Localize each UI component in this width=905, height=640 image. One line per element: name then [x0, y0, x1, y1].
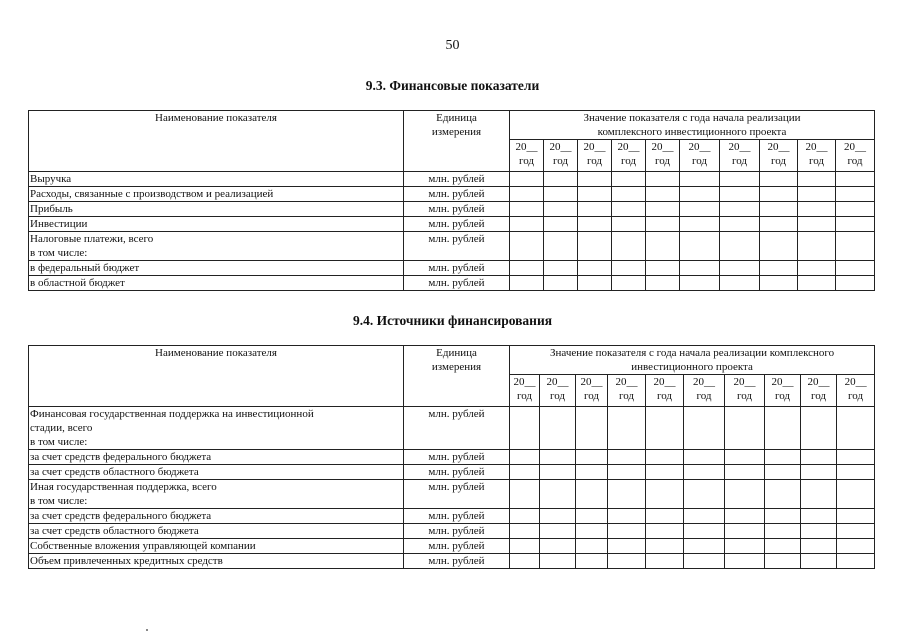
value-cell[interactable]	[720, 261, 760, 276]
value-cell[interactable]	[612, 202, 646, 217]
table-row	[29, 509, 875, 524]
value-cell[interactable]	[646, 465, 684, 480]
value-cell[interactable]	[837, 509, 875, 524]
indicator-name-text: в областной бюджет	[30, 277, 125, 289]
year-word: год	[583, 390, 600, 402]
unit-cell: млн. рублей	[404, 232, 510, 261]
year-label: 20__	[771, 376, 794, 388]
year-word: год	[654, 155, 671, 167]
value-cell[interactable]	[684, 407, 725, 450]
value-cell[interactable]	[765, 539, 801, 554]
table-row	[29, 480, 875, 509]
value-cell[interactable]	[837, 524, 875, 539]
value-cell[interactable]	[837, 465, 875, 480]
value-cell[interactable]	[837, 480, 875, 509]
value-cell[interactable]	[510, 276, 544, 291]
value-cell[interactable]	[765, 450, 801, 465]
value-cell[interactable]	[510, 539, 540, 554]
unit-cell: млн. рублей	[404, 450, 510, 465]
value-cell[interactable]	[646, 202, 680, 217]
value-cell[interactable]	[836, 276, 875, 291]
value-cell[interactable]	[801, 524, 837, 539]
value-cell[interactable]	[608, 450, 646, 465]
table-row	[29, 539, 875, 554]
indicator-name-text: за счет средств федерального бюджета	[30, 510, 212, 522]
header-values	[510, 346, 875, 375]
value-cell[interactable]	[801, 509, 837, 524]
year-column-header	[608, 375, 646, 407]
table-row	[29, 202, 875, 217]
year-word: год	[847, 155, 863, 167]
table-row	[29, 407, 875, 450]
unit-cell: млн. рублей	[404, 202, 510, 217]
indicator-name	[29, 202, 404, 217]
value-cell[interactable]	[612, 187, 646, 202]
value-cell[interactable]	[836, 261, 875, 276]
indicator-name-text: в том числе:	[30, 247, 88, 259]
year-column-header	[576, 375, 608, 407]
value-cell[interactable]	[608, 480, 646, 509]
header-values	[510, 111, 875, 140]
header-indicator-name: Наименование показателя	[29, 111, 404, 172]
value-cell[interactable]	[680, 261, 720, 276]
indicator-name-text: стадии, всего	[30, 422, 93, 434]
value-cell[interactable]	[725, 450, 765, 465]
year-label: 20__	[513, 376, 536, 388]
value-cell[interactable]	[836, 172, 875, 187]
value-cell[interactable]	[725, 407, 765, 450]
value-cell[interactable]	[836, 187, 875, 202]
value-cell[interactable]	[760, 172, 798, 187]
value-cell[interactable]	[680, 172, 720, 187]
year-label: 20__	[728, 141, 751, 153]
value-cell[interactable]	[540, 524, 576, 539]
value-cell[interactable]	[510, 232, 544, 261]
value-cell[interactable]	[576, 539, 608, 554]
table-row	[29, 217, 875, 232]
page-number: 50	[445, 38, 460, 53]
value-cell[interactable]	[544, 232, 578, 261]
section-title-funding-sources: 9.4. Источники финансирования	[352, 313, 553, 328]
indicator-name-text: Выручка	[30, 173, 72, 185]
value-cell[interactable]	[646, 480, 684, 509]
value-cell[interactable]	[760, 261, 798, 276]
year-label: 20__	[583, 141, 606, 153]
value-cell[interactable]	[578, 172, 612, 187]
unit-cell: млн. рублей	[404, 172, 510, 187]
value-cell[interactable]	[684, 539, 725, 554]
table-row	[29, 465, 875, 480]
year-column-header	[646, 375, 684, 407]
value-cell[interactable]	[801, 450, 837, 465]
value-cell[interactable]	[760, 202, 798, 217]
header-unit	[404, 346, 510, 407]
value-cell[interactable]	[725, 509, 765, 524]
value-cell[interactable]	[510, 202, 544, 217]
value-cell[interactable]	[510, 187, 544, 202]
value-cell[interactable]	[646, 187, 680, 202]
year-column-header	[510, 375, 540, 407]
value-cell[interactable]	[836, 232, 875, 261]
indicator-name-text: Инвестиции	[30, 218, 88, 230]
year-word: год	[731, 155, 748, 167]
year-label: 20__	[651, 141, 674, 153]
year-label: 20__	[549, 141, 572, 153]
indicator-name	[29, 187, 404, 202]
year-label: 20__	[580, 376, 603, 388]
year-word: год	[620, 155, 637, 167]
value-cell[interactable]	[544, 202, 578, 217]
value-cell[interactable]	[684, 465, 725, 480]
value-cell[interactable]	[837, 450, 875, 465]
value-cell[interactable]	[578, 261, 612, 276]
value-cell[interactable]	[725, 524, 765, 539]
unit-cell: млн. рублей	[404, 465, 510, 480]
year-column-header	[725, 375, 765, 407]
value-cell[interactable]	[540, 554, 576, 569]
year-label: 20__	[767, 141, 790, 153]
year-column-header	[760, 140, 798, 172]
value-cell[interactable]	[608, 407, 646, 450]
header-values-line2: инвестиционного проекта	[631, 361, 753, 373]
year-word: год	[518, 155, 535, 167]
value-cell[interactable]	[608, 465, 646, 480]
indicator-name-text: в федеральный бюджет	[30, 262, 140, 274]
value-cell[interactable]	[544, 261, 578, 276]
indicator-name	[29, 554, 404, 569]
value-cell[interactable]	[578, 202, 612, 217]
value-cell[interactable]	[798, 261, 836, 276]
value-cell[interactable]	[576, 524, 608, 539]
value-cell[interactable]	[760, 217, 798, 232]
value-cell[interactable]	[578, 276, 612, 291]
value-cell[interactable]	[720, 217, 760, 232]
scan-speck	[146, 629, 148, 631]
value-cell[interactable]	[765, 465, 801, 480]
value-cell[interactable]	[576, 465, 608, 480]
value-cell[interactable]	[765, 407, 801, 450]
value-cell[interactable]	[680, 202, 720, 217]
value-cell[interactable]	[720, 202, 760, 217]
year-word: год	[656, 390, 673, 402]
indicator-name-text: Финансовая государственная поддержка на инвестиционной	[30, 408, 314, 420]
value-cell[interactable]	[798, 172, 836, 187]
value-cell[interactable]	[578, 187, 612, 202]
year-label: 20__	[617, 141, 640, 153]
indicator-name	[29, 524, 404, 539]
year-column-header	[510, 140, 544, 172]
value-cell[interactable]	[612, 217, 646, 232]
value-cell[interactable]	[720, 187, 760, 202]
value-cell[interactable]	[646, 524, 684, 539]
year-word: год	[736, 390, 753, 402]
year-word: год	[691, 155, 708, 167]
year-label: 20__	[515, 141, 538, 153]
year-column-header	[646, 140, 680, 172]
year-column-header	[684, 375, 725, 407]
value-cell[interactable]	[837, 554, 875, 569]
indicator-name-text: в том числе:	[30, 495, 88, 507]
unit-cell: млн. рублей	[404, 539, 510, 554]
indicator-name	[29, 407, 404, 450]
unit-cell: млн. рублей	[404, 261, 510, 276]
unit-cell: млн. рублей	[404, 524, 510, 539]
value-cell[interactable]	[576, 450, 608, 465]
indicator-name	[29, 465, 404, 480]
value-cell[interactable]	[540, 450, 576, 465]
value-cell[interactable]	[540, 465, 576, 480]
value-cell[interactable]	[684, 524, 725, 539]
value-cell[interactable]	[576, 554, 608, 569]
year-label: 20__	[807, 376, 830, 388]
indicator-name-text: в том числе:	[30, 436, 88, 448]
value-cell[interactable]	[608, 509, 646, 524]
value-cell[interactable]	[578, 217, 612, 232]
year-column-header	[540, 375, 576, 407]
table-row	[29, 524, 875, 539]
value-cell[interactable]	[801, 554, 837, 569]
value-cell[interactable]	[837, 539, 875, 554]
value-cell[interactable]	[720, 232, 760, 261]
header-indicator-name: Наименование показателя	[29, 346, 404, 407]
value-cell[interactable]	[760, 232, 798, 261]
unit-cell: млн. рублей	[404, 554, 510, 569]
indicator-name-text: Налоговые платежи, всего	[30, 233, 154, 245]
value-cell[interactable]	[836, 217, 875, 232]
value-cell[interactable]	[765, 524, 801, 539]
table-row	[29, 172, 875, 187]
value-cell[interactable]	[510, 172, 544, 187]
year-column-header	[836, 140, 875, 172]
table-row	[29, 187, 875, 202]
year-label: 20__	[844, 141, 867, 153]
year-word: год	[808, 155, 825, 167]
value-cell[interactable]	[544, 217, 578, 232]
unit-cell: млн. рублей	[404, 187, 510, 202]
value-cell[interactable]	[612, 232, 646, 261]
year-label: 20__	[805, 141, 828, 153]
value-cell[interactable]	[612, 276, 646, 291]
indicator-name	[29, 232, 404, 261]
year-label: 20__	[615, 376, 638, 388]
table-row	[29, 261, 875, 276]
value-cell[interactable]	[576, 480, 608, 509]
value-cell[interactable]	[646, 450, 684, 465]
unit-cell: млн. рублей	[404, 217, 510, 232]
value-cell[interactable]	[510, 509, 540, 524]
year-word: год	[586, 155, 603, 167]
value-cell[interactable]	[680, 187, 720, 202]
value-cell[interactable]	[720, 172, 760, 187]
value-cell[interactable]	[646, 217, 680, 232]
value-cell[interactable]	[608, 554, 646, 569]
header-unit	[404, 111, 510, 172]
year-column-header	[801, 375, 837, 407]
value-cell[interactable]	[510, 554, 540, 569]
value-cell[interactable]	[646, 407, 684, 450]
value-cell[interactable]	[544, 187, 578, 202]
year-column-header	[798, 140, 836, 172]
indicator-name-text: за счет средств областного бюджета	[30, 466, 199, 478]
value-cell[interactable]	[798, 217, 836, 232]
funding-sources-table	[28, 345, 875, 569]
value-cell[interactable]	[612, 172, 646, 187]
year-column-header	[612, 140, 646, 172]
value-cell[interactable]	[837, 407, 875, 450]
value-cell[interactable]	[608, 524, 646, 539]
year-column-header	[765, 375, 801, 407]
value-cell[interactable]	[798, 232, 836, 261]
indicator-name-text: Иная государственная поддержка, всего	[30, 481, 217, 493]
indicator-name-text: Расходы, связанные с производством и реализацией	[30, 188, 274, 200]
value-cell[interactable]	[684, 509, 725, 524]
table-row	[29, 232, 875, 261]
value-cell[interactable]	[684, 480, 725, 509]
year-word: год	[810, 390, 827, 402]
value-cell[interactable]	[801, 465, 837, 480]
value-cell[interactable]	[765, 480, 801, 509]
value-cell[interactable]	[540, 539, 576, 554]
value-cell[interactable]	[725, 554, 765, 569]
value-cell[interactable]	[798, 276, 836, 291]
table-row	[29, 554, 875, 569]
value-cell[interactable]	[646, 276, 680, 291]
value-cell[interactable]	[725, 539, 765, 554]
value-cell[interactable]	[680, 232, 720, 261]
year-label: 20__	[733, 376, 756, 388]
value-cell[interactable]	[646, 172, 680, 187]
section-title-financial-indicators: 9.3. Финансовые показатели	[365, 78, 540, 93]
value-cell[interactable]	[801, 539, 837, 554]
value-cell[interactable]	[576, 407, 608, 450]
value-cell[interactable]	[510, 524, 540, 539]
value-cell[interactable]	[720, 276, 760, 291]
value-cell[interactable]	[510, 480, 540, 509]
header-unit-line2: измерения	[431, 126, 482, 138]
value-cell[interactable]	[510, 450, 540, 465]
value-cell[interactable]	[540, 480, 576, 509]
value-cell[interactable]	[760, 276, 798, 291]
year-word: год	[552, 155, 569, 167]
value-cell[interactable]	[836, 202, 875, 217]
value-cell[interactable]	[801, 407, 837, 450]
indicator-name-text: Собственные вложения управляющей компании	[30, 540, 256, 552]
year-word: год	[696, 390, 712, 402]
indicator-name-text: Прибыль	[30, 203, 73, 215]
value-cell[interactable]	[680, 276, 720, 291]
value-cell[interactable]	[544, 172, 578, 187]
value-cell[interactable]	[540, 509, 576, 524]
value-cell[interactable]	[646, 261, 680, 276]
year-word: год	[516, 390, 533, 402]
year-label: 20__	[844, 376, 867, 388]
year-column-header	[680, 140, 720, 172]
year-word: год	[549, 390, 566, 402]
value-cell[interactable]	[684, 554, 725, 569]
indicator-name	[29, 172, 404, 187]
year-label: 20__	[688, 141, 711, 153]
indicator-name-text: за счет средств областного бюджета	[30, 525, 199, 537]
year-column-header	[544, 140, 578, 172]
year-word: год	[770, 155, 787, 167]
value-cell[interactable]	[608, 539, 646, 554]
value-cell[interactable]	[798, 202, 836, 217]
value-cell[interactable]	[801, 480, 837, 509]
value-cell[interactable]	[760, 187, 798, 202]
indicator-name	[29, 539, 404, 554]
value-cell[interactable]	[646, 554, 684, 569]
unit-cell: млн. рублей	[404, 509, 510, 524]
year-column-header	[578, 140, 612, 172]
indicator-name	[29, 509, 404, 524]
table-row	[29, 276, 875, 291]
value-cell[interactable]	[646, 509, 684, 524]
value-cell[interactable]	[540, 407, 576, 450]
value-cell[interactable]	[510, 465, 540, 480]
year-word: год	[848, 390, 864, 402]
value-cell[interactable]	[765, 554, 801, 569]
indicator-name	[29, 480, 404, 509]
indicator-name	[29, 450, 404, 465]
year-column-header	[720, 140, 760, 172]
value-cell[interactable]	[684, 450, 725, 465]
header-unit-line2: измерения	[431, 361, 482, 373]
value-cell[interactable]	[544, 276, 578, 291]
indicator-name	[29, 276, 404, 291]
value-cell[interactable]	[765, 509, 801, 524]
year-label: 20__	[546, 376, 569, 388]
year-column-header	[837, 375, 875, 407]
indicator-name	[29, 217, 404, 232]
value-cell[interactable]	[510, 407, 540, 450]
header-values-line2: комплексного инвестиционного проекта	[597, 126, 787, 138]
value-cell[interactable]	[646, 539, 684, 554]
indicator-name	[29, 261, 404, 276]
value-cell[interactable]	[510, 217, 544, 232]
unit-cell: млн. рублей	[404, 407, 510, 450]
header-values-line1: Значение показателя с года начала реализации	[583, 112, 801, 124]
year-label: 20__	[653, 376, 676, 388]
value-cell[interactable]	[725, 465, 765, 480]
header-values-line1: Значение показателя с года начала реализации комплексного	[549, 347, 835, 359]
value-cell[interactable]	[578, 232, 612, 261]
indicator-name-text: за счет средств федерального бюджета	[30, 451, 212, 463]
year-word: год	[774, 390, 791, 402]
header-unit-line1: Единица	[436, 347, 477, 359]
year-word: год	[618, 390, 635, 402]
indicator-name-text: Объем привлеченных кредитных средств	[30, 555, 223, 567]
value-cell[interactable]	[576, 509, 608, 524]
value-cell[interactable]	[646, 232, 680, 261]
table-row	[29, 450, 875, 465]
unit-cell: млн. рублей	[404, 276, 510, 291]
header-unit-line1: Единица	[436, 112, 477, 124]
value-cell[interactable]	[510, 261, 544, 276]
unit-cell: млн. рублей	[404, 480, 510, 509]
year-label: 20__	[693, 376, 715, 388]
value-cell[interactable]	[725, 480, 765, 509]
value-cell[interactable]	[612, 261, 646, 276]
financial-indicators-table	[28, 110, 875, 291]
value-cell[interactable]	[680, 217, 720, 232]
value-cell[interactable]	[798, 187, 836, 202]
